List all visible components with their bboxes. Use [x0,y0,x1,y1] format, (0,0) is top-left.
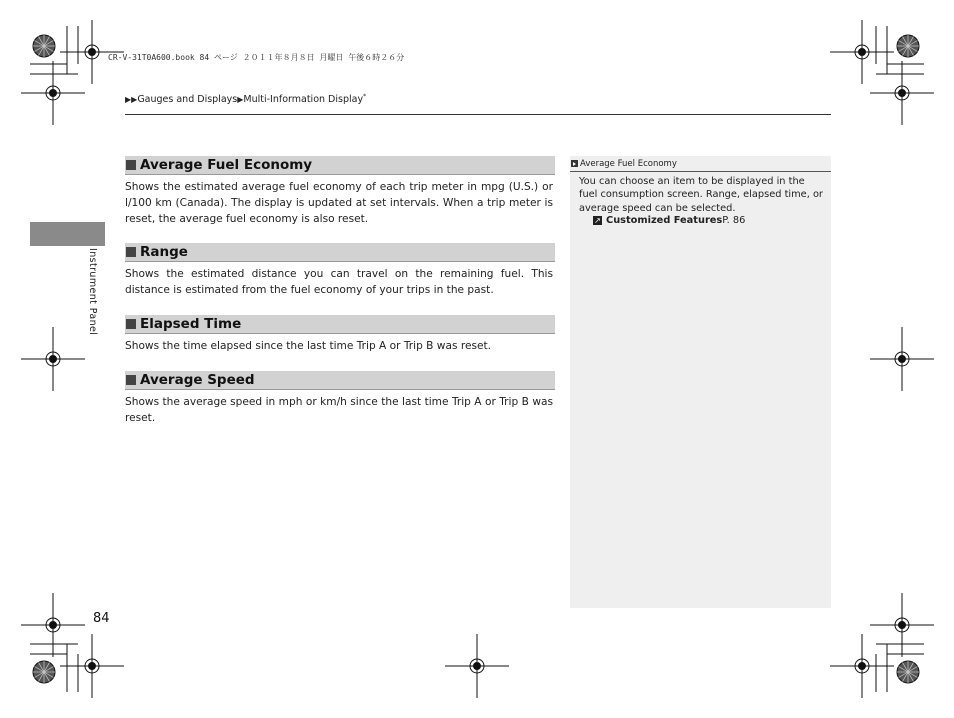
note-marker-icon [571,160,578,167]
registration-mark-icon [445,634,509,698]
chapter-tab [30,222,105,246]
breadcrumb-item-multi-info[interactable]: Multi-Information Display [243,94,364,106]
breadcrumb-mark: * [363,93,367,100]
registration-mark-icon [21,593,85,657]
page-number: 84 [93,611,110,626]
square-bullet-icon [126,247,136,257]
sidebar-text: You can choose an item to be displayed in the fuel consumption screen. Range, elapsed time, or average speed can be selected. [579,176,823,214]
section-title: Average Speed [140,372,255,388]
registration-mark-icon [21,327,85,391]
registration-mark-icon [21,61,85,125]
registration-mark-icon [870,61,934,125]
breadcrumb-arrow: ▶ [237,95,244,105]
color-target-icon [897,35,919,57]
section-text-elapsed-time: Shows the time elapsed since the last time Trip A or Trip B was reset. [125,340,492,352]
print-header: CR-V-31T0A600.book 84 ページ ２０１１年８月８日 月曜日 午後６時２６分 [108,53,405,62]
section-title: Elapsed Time [140,316,242,332]
section-heading-range [125,243,555,262]
sidebar-heading [570,156,831,172]
color-target-icon [33,35,55,57]
registration-mark-icon [870,593,934,657]
square-bullet-icon [126,319,136,329]
section-text-range: Shows the estimated distance you can travel on the remaining fuel. This distance is estimated from the fuel economy of your trips in the past. [125,268,553,296]
section-heading-average-fuel-economy [125,156,555,175]
square-bullet-icon [126,160,136,170]
section-text-average-fuel-economy: Shows the estimated average fuel economy of each trip meter in mpg (U.S.) or l/100 km (Canada). The display is updated at set intervals. When a trip meter is reset, the average fuel economy is also reset. [125,181,553,225]
registration-mark-icon [870,327,934,391]
sidebar-heading-label: Average Fuel Economy [580,158,677,169]
color-target-icon [897,661,919,683]
section-heading-average-speed [125,371,555,390]
breadcrumb-arrows: ▶▶ [125,95,138,105]
square-bullet-icon [126,375,136,385]
breadcrumb-item-gauges[interactable]: Gauges and Displays [137,94,238,106]
section-heading-elapsed-time [125,315,555,334]
cross-reference-link[interactable] [593,215,745,226]
section-title: Range [140,244,188,260]
breadcrumb [125,93,366,105]
reference-title[interactable]: Customized Features [606,215,723,226]
section-text-average-speed: Shows the average speed in mph or km/h since the last time Trip A or Trip B was reset. [125,396,553,424]
chapter-label: Instrument Panel [87,248,98,336]
color-target-icon [33,661,55,683]
reference-arrow-icon: ↗ [594,216,601,225]
section-title: Average Fuel Economy [140,157,313,173]
header-rule [125,114,831,115]
reference-page: P. 86 [722,215,746,226]
